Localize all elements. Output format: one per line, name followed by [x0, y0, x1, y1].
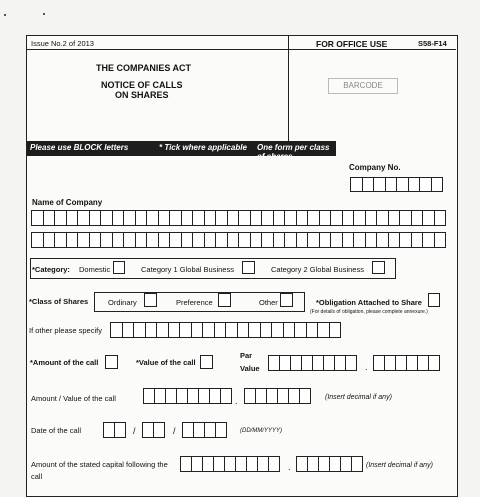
scan-speck — [4, 14, 6, 16]
date-separator-2: / — [173, 426, 176, 436]
category-gb1-checkbox[interactable] — [242, 261, 255, 274]
capital-insert-decimal-note: (Insert decimal if any) — [366, 462, 433, 469]
category-gb1-label: Category 1 Global Business — [141, 265, 234, 274]
char-cell[interactable] — [215, 422, 227, 438]
issue-number: Issue No.2 of 2013 — [31, 39, 94, 48]
company-name-label: Name of Company — [32, 198, 103, 207]
obligation-note: (For details of obligation, please complete annexure.) — [310, 309, 428, 315]
capital-decimal-point: . — [288, 462, 291, 472]
instruction-one-form: One form per class of shares — [257, 143, 330, 161]
amount-decimal-point: . — [235, 396, 238, 406]
company-no-label: Company No. — [349, 163, 401, 172]
form-code: S58-F14 — [418, 39, 447, 48]
value-label: Value — [240, 364, 260, 373]
value-of-call-label: *Value of the call — [136, 358, 196, 367]
date-separator-1: / — [133, 426, 136, 436]
value-of-call-checkbox[interactable] — [200, 355, 213, 369]
office-use-label: FOR OFFICE USE — [316, 39, 388, 49]
char-cell[interactable] — [329, 322, 342, 338]
stated-capital-label-line1: Amount of the stated capital following the — [31, 460, 168, 469]
other-specify-label: If other please specify — [29, 326, 102, 335]
category-gb2-label: Category 2 Global Business — [271, 265, 364, 274]
char-cell[interactable] — [114, 422, 126, 438]
class-ordinary-checkbox[interactable] — [144, 293, 157, 307]
scan-speck — [43, 13, 45, 15]
instruction-tick: * Tick where applicable — [159, 143, 247, 152]
act-title: THE COMPANIES ACT — [96, 63, 192, 73]
instruction-bar — [27, 141, 336, 161]
category-domestic-label: Domestic — [79, 265, 111, 274]
instruction-block-letters: Please use BLOCK letters — [30, 143, 129, 152]
class-of-shares-label: *Class of Shares — [29, 297, 89, 306]
office-use-divider — [288, 35, 289, 141]
char-cell[interactable] — [268, 456, 280, 472]
barcode-placeholder: BARCODE — [328, 78, 398, 94]
class-preference-label: Preference — [176, 298, 213, 307]
char-cell[interactable] — [434, 232, 447, 248]
char-cell[interactable] — [299, 388, 311, 404]
amount-of-call-label: *Amount of the call — [30, 358, 99, 367]
category-gb2-checkbox[interactable] — [372, 261, 385, 274]
char-cell[interactable] — [431, 177, 444, 192]
char-cell[interactable] — [345, 355, 357, 371]
char-cell[interactable] — [153, 422, 165, 438]
category-label: *Category: — [32, 265, 70, 274]
form-title-line1: NOTICE OF CALLS — [101, 80, 183, 90]
char-cell[interactable] — [351, 456, 363, 472]
char-cell[interactable] — [428, 355, 440, 371]
char-cell[interactable] — [434, 210, 447, 226]
obligation-checkbox[interactable] — [428, 293, 440, 307]
par-decimal-point: . — [365, 362, 368, 372]
category-domestic-checkbox[interactable] — [113, 261, 125, 274]
date-label: Date of the call — [31, 426, 82, 435]
class-other-checkbox[interactable] — [280, 293, 293, 307]
header-divider — [27, 49, 456, 50]
par-label: Par — [240, 351, 253, 360]
stated-capital-label-line2: call — [31, 472, 43, 481]
class-other-label: Other — [259, 298, 278, 307]
amount-of-call-checkbox[interactable] — [105, 355, 118, 369]
char-cell[interactable] — [220, 388, 232, 404]
class-preference-checkbox[interactable] — [218, 293, 231, 307]
form-title-line2: ON SHARES — [115, 90, 169, 100]
date-format-note: (DD/MM/YYYY) — [240, 428, 282, 434]
amount-insert-decimal-note: (Insert decimal if any) — [325, 394, 392, 401]
class-ordinary-label: Ordinary — [108, 298, 137, 307]
obligation-label: *Obligation Attached to Share — [316, 298, 422, 307]
amount-value-label: Amount / Value of the call — [31, 394, 116, 403]
